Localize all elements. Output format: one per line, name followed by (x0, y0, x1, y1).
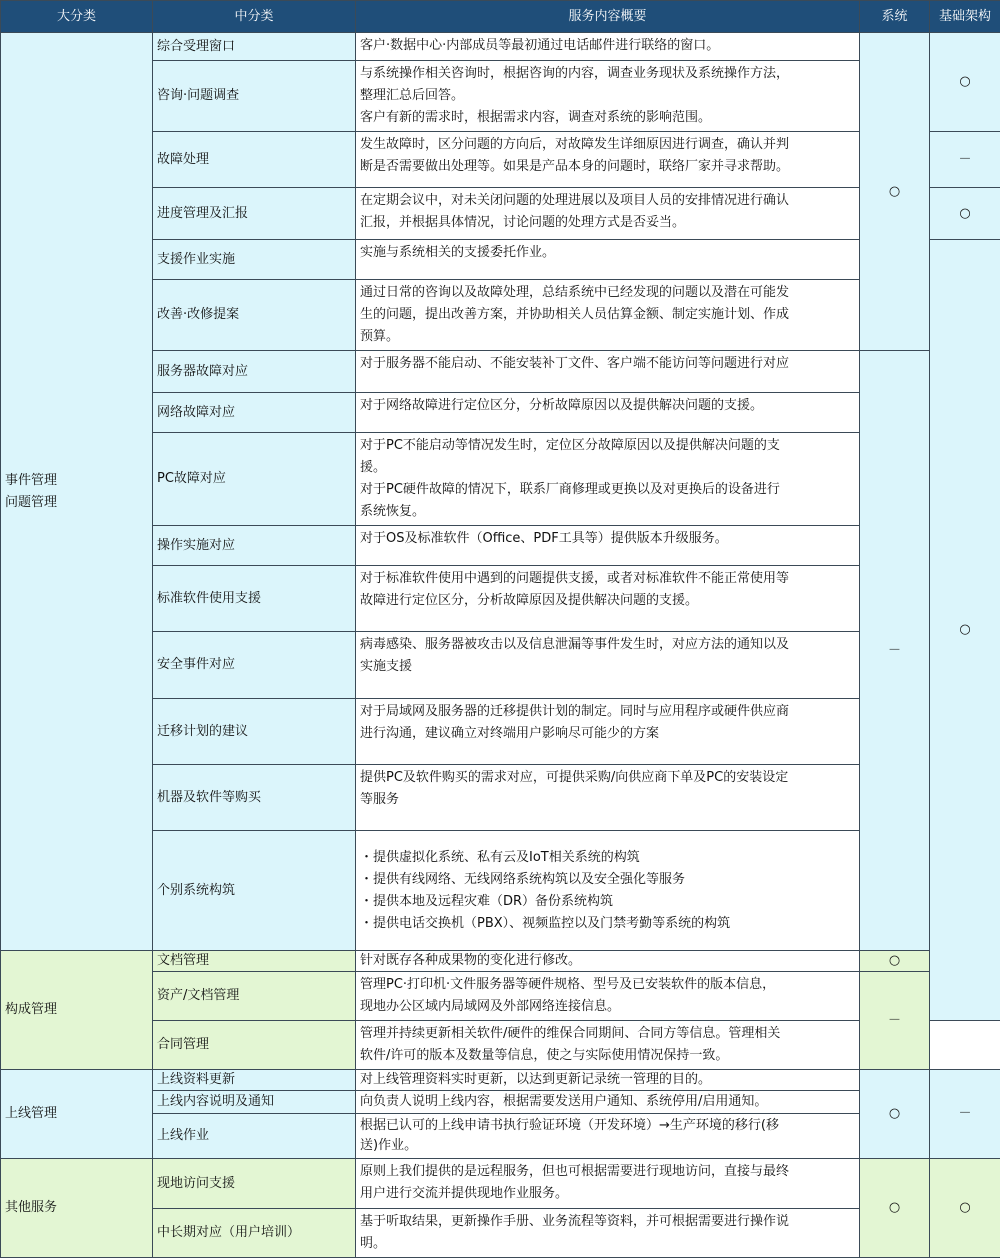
subcategory-cell: 机器及软件等购买 (153, 765, 356, 831)
description-cell: 对上线管理资料实时更新，以达到更新记录统一管理的目的。 (356, 1070, 860, 1091)
table-row (1, 1070, 1000, 1091)
description-cell: 在定期会议中，对未关闭问题的处理进展以及项目人员的安排情况进行确认 汇报，并根据具体情况，讨论问题的处理方式是否妥当。 (356, 188, 860, 240)
subcategory-cell: PC故障对应 (153, 433, 356, 526)
header-subcategory: 中分类 (153, 1, 356, 33)
category-cell: 构成管理 (1, 951, 153, 1070)
subcategory-cell: 服务器故障对应 (153, 351, 356, 393)
description-cell: 发生故障时，区分问题的方向后，对故障发生详细原因进行调查，确认并判 断是否需要做出处理等。如果是产品本身的问题时，联络厂家并寻求帮助。 (356, 132, 860, 188)
system-mark: － (860, 972, 930, 1070)
subcategory-cell: 中长期对应（用户培训） (153, 1209, 356, 1258)
header-infra: 基础架构 (930, 1, 1000, 33)
description-cell: 管理PC·打印机·文件服务器等硬件规格、型号及已安装软件的版本信息， 现地办公区域内局域网及外部网络连接信息。 (356, 972, 860, 1021)
subcategory-cell: 上线资料更新 (153, 1070, 356, 1091)
description-cell: 与系统操作相关咨询时，根据咨询的内容，调查业务现状及系统操作方法， 整理汇总后回答。 客户有新的需求时，根据需求内容，调查对系统的影响范围。 (356, 61, 860, 132)
description-cell: 对于PC不能启动等情况发生时，定位区分故障原因以及提供解决问题的支 援。 对于PC硬件故障的情况下，联系厂商修理或更换以及对更换后的设备进行 系统恢复。 (356, 433, 860, 526)
header-description: 服务内容概要 (356, 1, 860, 33)
category-cell: 事件管理 问题管理 (1, 33, 153, 951)
description-cell: 对于OS及标准软件（Office、PDF工具等）提供版本升级服务。 (356, 526, 860, 566)
subcategory-cell: 合同管理 (153, 1021, 356, 1070)
description-cell: 对于标准软件使用中遇到的问题提供支援，或者对标准软件不能正常使用等 故障进行定位区分，分析故障原因及提供解决问题的支援。 (356, 566, 860, 632)
system-mark: ○ (860, 951, 930, 972)
subcategory-cell: 标准软件使用支援 (153, 566, 356, 632)
infra-mark: － (930, 1070, 1000, 1159)
description-cell: 病毒感染、服务器被攻击以及信息泄漏等事件发生时，对应方法的通知以及 实施支援 (356, 632, 860, 699)
description-cell: 针对既存各种成果物的变化进行修改。 (356, 951, 860, 972)
description-cell: 对于服务器不能启动、不能安装补丁文件、客户端不能访问等问题进行对应 (356, 351, 860, 393)
subcategory-cell: 上线作业 (153, 1114, 356, 1159)
subcategory-cell: 综合受理窗口 (153, 33, 356, 61)
description-cell: 原则上我们提供的是远程服务，但也可根据需要进行现地访问，直接与最终 用户进行交流并提供现地作业服务。 (356, 1159, 860, 1209)
subcategory-cell: 支援作业实施 (153, 240, 356, 280)
description-cell: 对于网络故障进行定位区分，分析故障原因以及提供解决问题的支援。 (356, 393, 860, 433)
infra-mark: － (930, 132, 1000, 188)
subcategory-cell: 上线内容说明及通知 (153, 1091, 356, 1114)
category-cell: 上线管理 (1, 1070, 153, 1159)
description-cell: 根据已认可的上线申请书执行验证环境（开发环境）→生产环境的移行(移 送)作业。 (356, 1114, 860, 1159)
description-cell: 提供PC及软件购买的需求对应，可提供采购/向供应商下单及PC的安装设定 等服务 (356, 765, 860, 831)
description-cell: 客户·数据中心·内部成员等最初通过电话邮件进行联络的窗口。 (356, 33, 860, 61)
description-cell: 管理并持续更新相关软件/硬件的维保合同期间、合同方等信息。管理相关 软件/许可的版本及数量等信息，使之与实际使用情况保持一致。 (356, 1021, 860, 1070)
subcategory-cell: 改善·改修提案 (153, 280, 356, 351)
description-cell: 对于局域网及服务器的迁移提供计划的制定。同时与应用程序或硬件供应商 进行沟通，建议确立对终端用户影响尽可能少的方案 (356, 699, 860, 765)
table-row (1, 951, 1000, 972)
subcategory-cell: 文档管理 (153, 951, 356, 972)
subcategory-cell: 资产/文档管理 (153, 972, 356, 1021)
table-row (1, 1159, 1000, 1209)
subcategory-cell: 进度管理及汇报 (153, 188, 356, 240)
header-category: 大分类 (1, 1, 153, 33)
infra-mark: ○ (930, 1159, 1000, 1258)
system-mark: ○ (860, 1070, 930, 1159)
infra-mark: ○ (930, 240, 1000, 1021)
category-cell: 其他服务 (1, 1159, 153, 1258)
system-mark: － (860, 351, 930, 951)
subcategory-cell: 现地访问支援 (153, 1159, 356, 1209)
description-cell: ・提供虚拟化系统、私有云及IoT相关系统的构筑 ・提供有线网络、无线网络系统构筑以及安全强化等服务 ・提供本地及远程灾难（DR）备份系统构筑 ・提供电话交换机（PBX）、视频监控以及门禁考勤等系统的构筑 (356, 831, 860, 951)
description-cell: 通过日常的咨询以及故障处理，总结系统中已经发现的问题以及潜在可能发 生的问题，提出改善方案，并协助相关人员估算金额、制定实施计划、作成 预算。 (356, 280, 860, 351)
header-system: 系统 (860, 1, 930, 33)
subcategory-cell: 网络故障对应 (153, 393, 356, 433)
table-row (1, 33, 1000, 61)
subcategory-cell: 咨询·问题调查 (153, 61, 356, 132)
subcategory-cell: 故障处理 (153, 132, 356, 188)
system-mark: ○ (860, 1159, 930, 1258)
infra-mark: ○ (930, 188, 1000, 240)
subcategory-cell: 个别系统构筑 (153, 831, 356, 951)
subcategory-cell: 操作实施对应 (153, 526, 356, 566)
subcategory-cell: 迁移计划的建议 (153, 699, 356, 765)
description-cell: 基于听取结果，更新操作手册、业务流程等资料，并可根据需要进行操作说 明。 (356, 1209, 860, 1258)
header-row (1, 1, 1000, 33)
infra-mark: ○ (930, 33, 1000, 132)
system-mark: ○ (860, 33, 930, 351)
description-cell: 向负责人说明上线内容，根据需要发送用户通知、系统停用/启用通知。 (356, 1091, 860, 1114)
subcategory-cell: 安全事件对应 (153, 632, 356, 699)
description-cell: 实施与系统相关的支援委托作业。 (356, 240, 860, 280)
